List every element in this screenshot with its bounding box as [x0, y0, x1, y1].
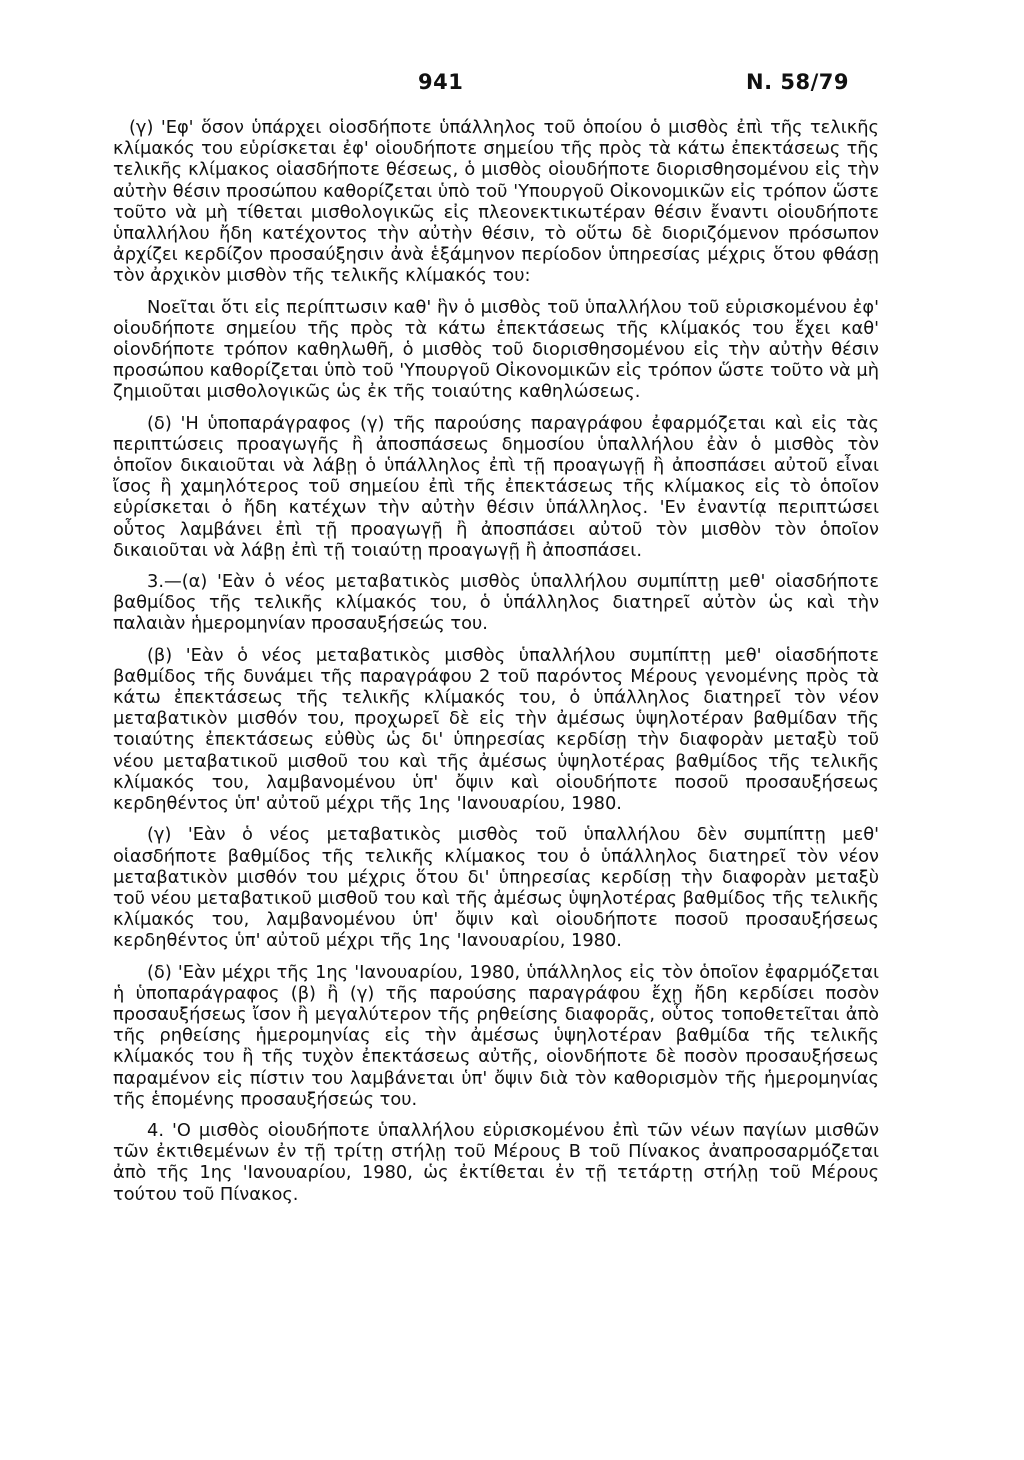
paragraph-proviso: Νοεῖται ὅτι εἰς περίπτωσιν καθ' ἣν ὁ μισθὸς τοῦ ὑπαλλήλου τοῦ εὑρισκομένου ἐφ' οἱουδήποτε σημείου τῆς πρὸς τὰ κάτω ἐπεκτάσεως τῆς κλίμακός του ἔχει καθ' οἱονδήποτε τρόπον καθηλωθῆ, ὁ μισθὸς τοῦ διορισθησομένου εἰς τὴν αὐτὴν θέσιν προσώπου καθορίζεται ὑπὸ τοῦ 'Υπουργοῦ Οἰκονομικῶν εἰς τρόπον ὥστε τοῦτο νὰ μὴ ζημιοῦται μισθολογικῶς ὡς ἐκ τῆς τοιαύτης καθηλώσεως. — [113, 296, 879, 403]
law-reference: N. 58/79 — [746, 70, 849, 94]
paragraph-section-3g: (γ) 'Εὰν ὁ νέος μεταβατικὸς μισθὸς τοῦ ὑπαλλήλου δὲν συμπίπτῃ μεθ' οἱασδήποτε βαθμίδος τῆς τελικῆς κλίμακος του ὁ ὑπάλληλος διατηρεῖ τὸν νέον μεταβατικὸν μισθόν του μέχρις ὅτου δι' ὑπηρεσίας κερδίσῃ τὴν διαφορὰν μεταξὺ τοῦ νέου μεταβατικοῦ μισθοῦ του καὶ τῆς ἀμέσως ὑψηλοτέρας βαθμίδος τῆς τελικῆς κλίμακός του, λαμβανομένου ὑπ' ὄψιν καὶ οἱουδήποτε ποσοῦ προσαυξήσεως κερδηθέντος ὑπ' αὐτοῦ μέχρι τῆς 1ης 'Ιανουαρίου, 1980. — [113, 824, 879, 952]
paragraph-subsection-d: (δ) 'Η ὑποπαράγραφος (γ) τῆς παρούσης παραγράφου ἐφαρμόζεται καὶ εἰς τὰς περιπτώσεις προαγωγῆς ἢ ἀποσπάσεως δημοσίου ὑπαλλήλου ἐὰν ὁ μισθὸς τὸν ὁποῖον δικαιοῦται νὰ λάβῃ ὁ ὑπάλληλος ἐπὶ τῇ προαγωγῇ ἢ ἀποσπάσει αὐτοῦ εἶναι ἴσος ἢ χαμηλότερος τοῦ σημείου ἐπὶ τῆς ἐπεκτάσεως τῆς κλίμακος εἰς τὸ ὁποῖον εὑρίσκεται ὁ ἤδη κατέχων τὴν αὐτὴν θέσιν ὑπάλληλος. 'Εν ἐναντίᾳ περιπτώσει οὗτος λαμβάνει ἐπὶ τῇ προαγωγῇ ἢ ἀποσπάσει αὐτοῦ τὸν μισθὸν τὸν ὁποῖον δικαιοῦται νὰ λάβῃ ἐπὶ τῇ τοιαύτῃ προαγωγῇ ἢ ἀποσπάσει. — [113, 412, 879, 561]
document-body — [113, 117, 879, 1215]
paragraph-section-4: 4. 'Ο μισθὸς οἱουδήποτε ὑπαλλήλου εὑρισκομένου ἐπὶ τῶν νέων παγίων μισθῶν τῶν ἐκτιθεμένων ἐν τῇ τρίτῃ στήλῃ τοῦ Μέρους Β τοῦ Πίνακος ἀναπροσαρμόζεται ἀπὸ τῆς 1ης 'Ιανουαρίου, 1980, ὡς ἐκτίθεται ἐν τῇ τετάρτῃ στήλῃ τοῦ Μέρους τούτου τοῦ Πίνακος. — [113, 1119, 879, 1205]
paragraph-subsection-g: (γ) 'Εφ' ὅσον ὑπάρχει οἱοσδήποτε ὑπάλληλος τοῦ ὁποίου ὁ μισθὸς ἐπὶ τῆς τελικῆς κλίμακός του εὑρίσκεται ἐφ' οἱουδήποτε σημείου τῆς πρὸς τὰ κάτω ἐπεκτάσεως τῆς τελικῆς κλίμακος οἱασδήποτε θέσεως, ὁ μισθὸς οἱουδήποτε διορισθησομένου εἰς τὴν αὐτὴν θέσιν προσώπου καθορίζεται ὑπὸ τοῦ 'Υπουργοῦ Οἰκονομικῶν εἰς τρόπον ὥστε τοῦτο νὰ μὴ τίθεται μισθολογικῶς εἰς πλεονεκτικωτέραν θέσιν ἔναντι οἱουδήποτε ὑπαλλήλου ἤδη κατέχοντος τὴν αὐτὴν θέσιν, τὸ οὕτω δὲ διοριζόμενον πρόσωπον ἀρχίζει κερδίζον προσαύξησιν ἀνὰ ἑξάμηνον περίοδον ὑπηρεσίας μέχρις ὅτου φθάσῃ τὸν ἀρχικὸν μισθὸν τῆς τελικῆς κλίμακός του: — [113, 117, 879, 287]
paragraph-section-3a: 3.—(α) 'Εὰν ὁ νέος μεταβατικὸς μισθὸς ὑπαλλήλου συμπίπτῃ μεθ' οἱασδήποτε βαθμίδος τῆς τελικῆς κλίμακός του, ὁ ὑπάλληλος διατηρεῖ αὐτὸν ὡς καὶ τὴν παλαιὰν ἡμερομηνίαν προσαυξήσεώς του. — [113, 571, 879, 635]
paragraph-section-3b: (β) 'Εὰν ὁ νέος μεταβατικὸς μισθὸς ὑπαλλήλου συμπίπτῃ μεθ' οἱασδήποτε βαθμίδος τῆς δυνάμει τῆς παραγράφου 2 τοῦ παρόντος Μέρους γενομένης πρὸς τὰ κάτω ἐπεκτάσεως τῆς τελικῆς κλίμακός του, ὁ ὑπάλληλος διατηρεῖ τὸν νέον μεταβατικὸν μισθόν του, προχωρεῖ δὲ εἰς τὴν ἀμέσως ὑψηλοτέραν βαθμίδαν τῆς τοιαύτης ἐπεκτάσεως εὐθὺς ὡς δι' ὑπηρεσίας κερδίσῃ τὴν διαφορὰν μεταξὺ τοῦ νέου μεταβατικοῦ μισθοῦ του καὶ τῆς ἀμέσως ὑψηλοτέρας βαθμίδος τῆς τελικῆς κλίμακός του, λαμβανομένου ὑπ' ὄψιν καὶ οἱουδήποτε ποσοῦ προσαυξήσεως κερδηθέντος ὑπ' αὐτοῦ μέχρι τῆς 1ης 'Ιανουαρίου, 1980. — [113, 644, 879, 815]
page-number: 941 — [418, 70, 464, 94]
paragraph-section-3d: (δ) 'Εὰν μέχρι τῆς 1ης 'Ιανουαρίου, 1980, ὑπάλληλος εἰς τὸν ὁποῖον ἐφαρμόζεται ἡ ὑποπαράγραφος (β) ἢ (γ) τῆς παρούσης παραγράφου ἔχῃ ἤδη κερδίσει ποσὸν προσαυξήσεως ἴσον ἢ μεγαλύτερον τῆς ρηθείσης διαφορᾶς, οὗτος τοποθετεῖται ἀπὸ τῆς ρηθείσης ἡμερομηνίας εἰς τὴν ἀμέσως ὑψηλοτέραν βαθμίδα τῆς τελικῆς κλίμακός του ἢ τῆς τυχὸν ἐπεκτάσεως αὐτῆς, οἱονδήποτε δὲ ποσὸν προσαυξήσεως παραμένον εἰς πίστιν του λαμβάνεται ὑπ' ὄψιν διὰ τὸν καθορισμὸν τῆς ἡμερομηνίας τῆς ἑπομένης προσαυξήσεώς του. — [113, 961, 879, 1110]
page-header — [0, 66, 1024, 106]
